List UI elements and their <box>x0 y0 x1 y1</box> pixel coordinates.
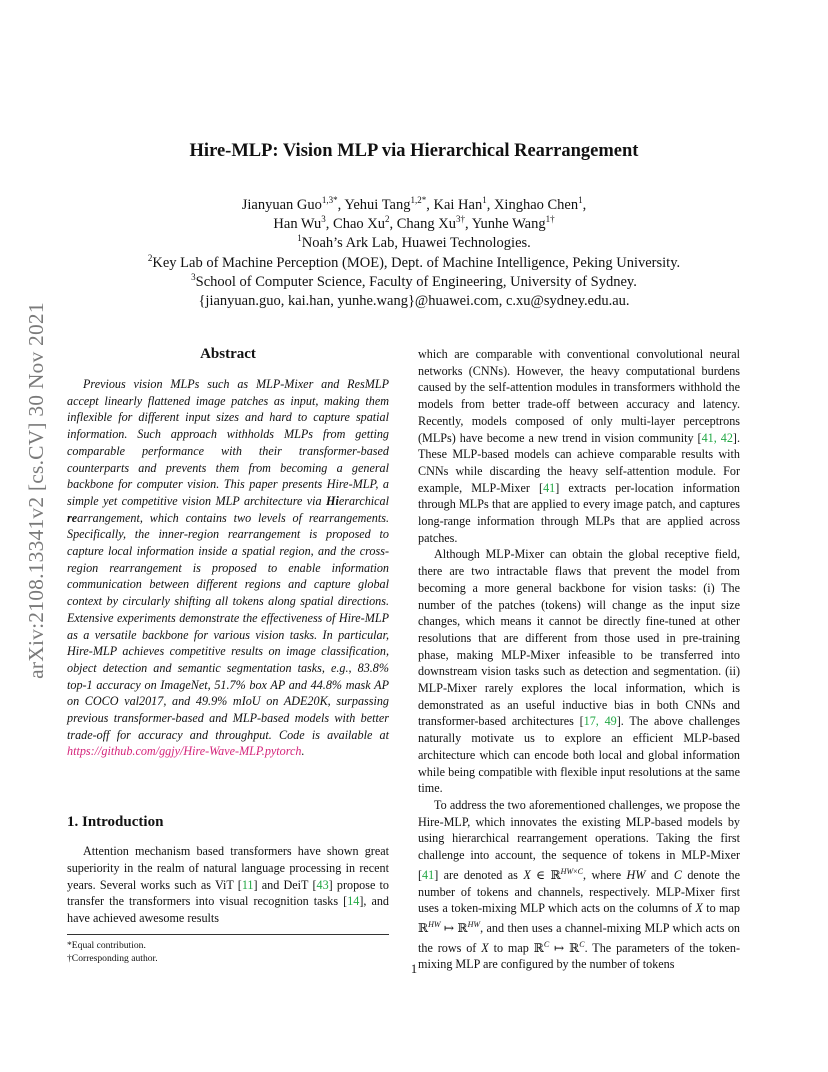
citation-link[interactable]: 41 <box>422 867 435 882</box>
affiliation-3: $^3$School of Computer Science, Faculty of Engineering, University of Sydney. <box>191 271 637 290</box>
right-paragraph-3: To address the two aforementioned challenges, we propose the Hire-MLP, which innovates the existing MLP-based models by using hierarchical rearrangement operations. Taking the first challenge into account, the sequence of tokens in MLP-Mixer [41] are denoted as X ∈ ℝ$^{HW\times C}$, where HW and C denote the number of tokens and channels, respectively. MLP-Mixer first uses a token-mixing MLP which acts on the columns of X to map ℝ$^{HW}$ ↦ ℝ$^{HW}$, and then uses a channel-mixing MLP which acts on the rows of X to map ℝ$^C$ ↦ ℝ$^C$. The parameters of the token-mixing MLP are configured by the number of tokens <box>418 797 740 972</box>
author-line-2: Han Wu$^3$, Chao Xu$^2$, Chang $Xu^{3\dagger}$, Yunhe Wang$^{1\dagger}$ <box>273 214 555 233</box>
right-paragraph-1: which are comparable with conventional convolutional neural networks (CNNs). However, the heavy computational burdens caused by the self-attention modules in transformers withhold the models from better trade-off between accuracy and latency. Recently, models composed of only multi-layer perceptrons (MLPs) have become a new trend in vision community [41, 42]. These MLP-based models can achieve comparable results with CNNs while discarding the heavy self-attention module. For example, MLP-Mixer [41] extracts per-location information through MLPs that are applied to every image patch, and captures long-range information through MLPs that are applied across patches. <box>418 347 740 545</box>
paper-title: Hire-MLP: Vision MLP via Hierarchical Rearrangement <box>189 141 639 161</box>
citation-link[interactable]: 41, 42 <box>701 430 733 445</box>
footnotes <box>67 934 389 965</box>
right-column <box>418 346 740 973</box>
citation-link[interactable]: 17, 49 <box>583 714 617 729</box>
footnote-equal-contribution: *Equal contribution. <box>67 940 146 951</box>
arxiv-stamp <box>18 280 54 700</box>
left-column <box>67 346 389 927</box>
abstract-heading: Abstract <box>200 346 256 362</box>
footnote-corresponding-author: †Corresponding author. <box>67 953 158 964</box>
citation-link[interactable]: 41 <box>543 480 556 495</box>
page-number: 1 <box>410 962 418 976</box>
affiliation-1: $^1$Noah’s Ark Lab, Huawei Technologies. <box>297 233 531 252</box>
citation-link[interactable]: 14 <box>347 894 360 909</box>
abstract-text: Previous vision MLPs such as MLP-Mixer and ResMLP accept linearly flattened image patches as input, making them inflexible for different input sizes and hard to capture spatial information. Such approach withholds MLPs from getting comparable performance with their transformer-based counterparts and prevents them from becoming a general backbone for computer vision. This paper presents Hire-MLP, a simple yet competitive vision MLP architecture via Hierarchical rearrangement, which contains two levels of rearrangements. Specifically, the inner-region rearrangement is proposed to capture local information inside a spatial region, and the cross-region rearrangement is proposed to enable information communication between different regions and capture global context by circularly shifting all tokens along spatial directions. Extensive experiments demonstrate the effectiveness of Hire-MLP as a versatile backbone for various vision tasks. In particular, Hire-MLP achieves competitive results on image classification, object detection and semantic segmentation tasks, e.g., 83.8% top-1 accuracy on ImageNet, 51.7% box AP and 44.8% mask AP on COCO val2017, and 49.9% mIoU on ADE20K, surpassing previous transformer-based and MLP-based models with better trade-off for accuracy and throughput. Code is available at https://github.com/ggjy/Hire-Wave-MLP.pytorch. <box>67 377 389 759</box>
code-link[interactable]: https://github.com/ggjy/Hire-Wave-MLP.pytorch <box>67 744 302 759</box>
arxiv-stamp-text: arXiv:2108.13341v2 [cs.CV] 30 Nov 2021 <box>23 301 48 679</box>
author-emails: {jianyuan.guo, kai.han, yunhe.wang}@huawei.com, c.xu@sydney.edu.au. <box>198 293 630 310</box>
citation-link[interactable]: 11 <box>241 877 254 892</box>
affiliation-2: $^2$Key Lab of Machine Perception (MOE), Dept. of Machine Intelligence, Peking University. <box>147 252 681 271</box>
author-block <box>0 196 828 311</box>
introduction-heading: 1. Introduction <box>67 814 164 831</box>
intro-paragraph-1: Attention mechanism based transformers have shown great superiority in the realm of natural language processing in recent years. Several works such as ViT [11] and DeiT [43] propose to transfer the transformers into visual recognition tasks [14], and have achieved awesome results <box>67 844 389 925</box>
citation-link[interactable]: 43 <box>316 877 329 892</box>
right-paragraph-2: Although MLP-Mixer can obtain the global receptive field, there are two intractable flaws that prevent the model from becoming a more general backbone for vision tasks: (i) The number of the patches (tokens) will change as the input size changes, which means it cannot be directly fine-tuned at other resolutions that are different from those used in pre-training phase, making MLP-Mixer infeasible to be transferred into downstream vision tasks such as detection and segmentation. (ii) MLP-Mixer rarely explores the local information, which is demonstrated as an useful inductive bias in both CNNs and transformer-based architectures [17, 49]. The above challenges naturally motivate us to explore an efficient MLP-based architecture which can encode both local and global information while being compatible with flexible input resolutions at the same time. <box>418 547 740 796</box>
author-line-1: Jianyuan Guo$^{1,3*}$, Yehui Tang$^{1,2*}$, Kai Han$^1$, Xinghao Chen$^1$, <box>241 195 587 213</box>
